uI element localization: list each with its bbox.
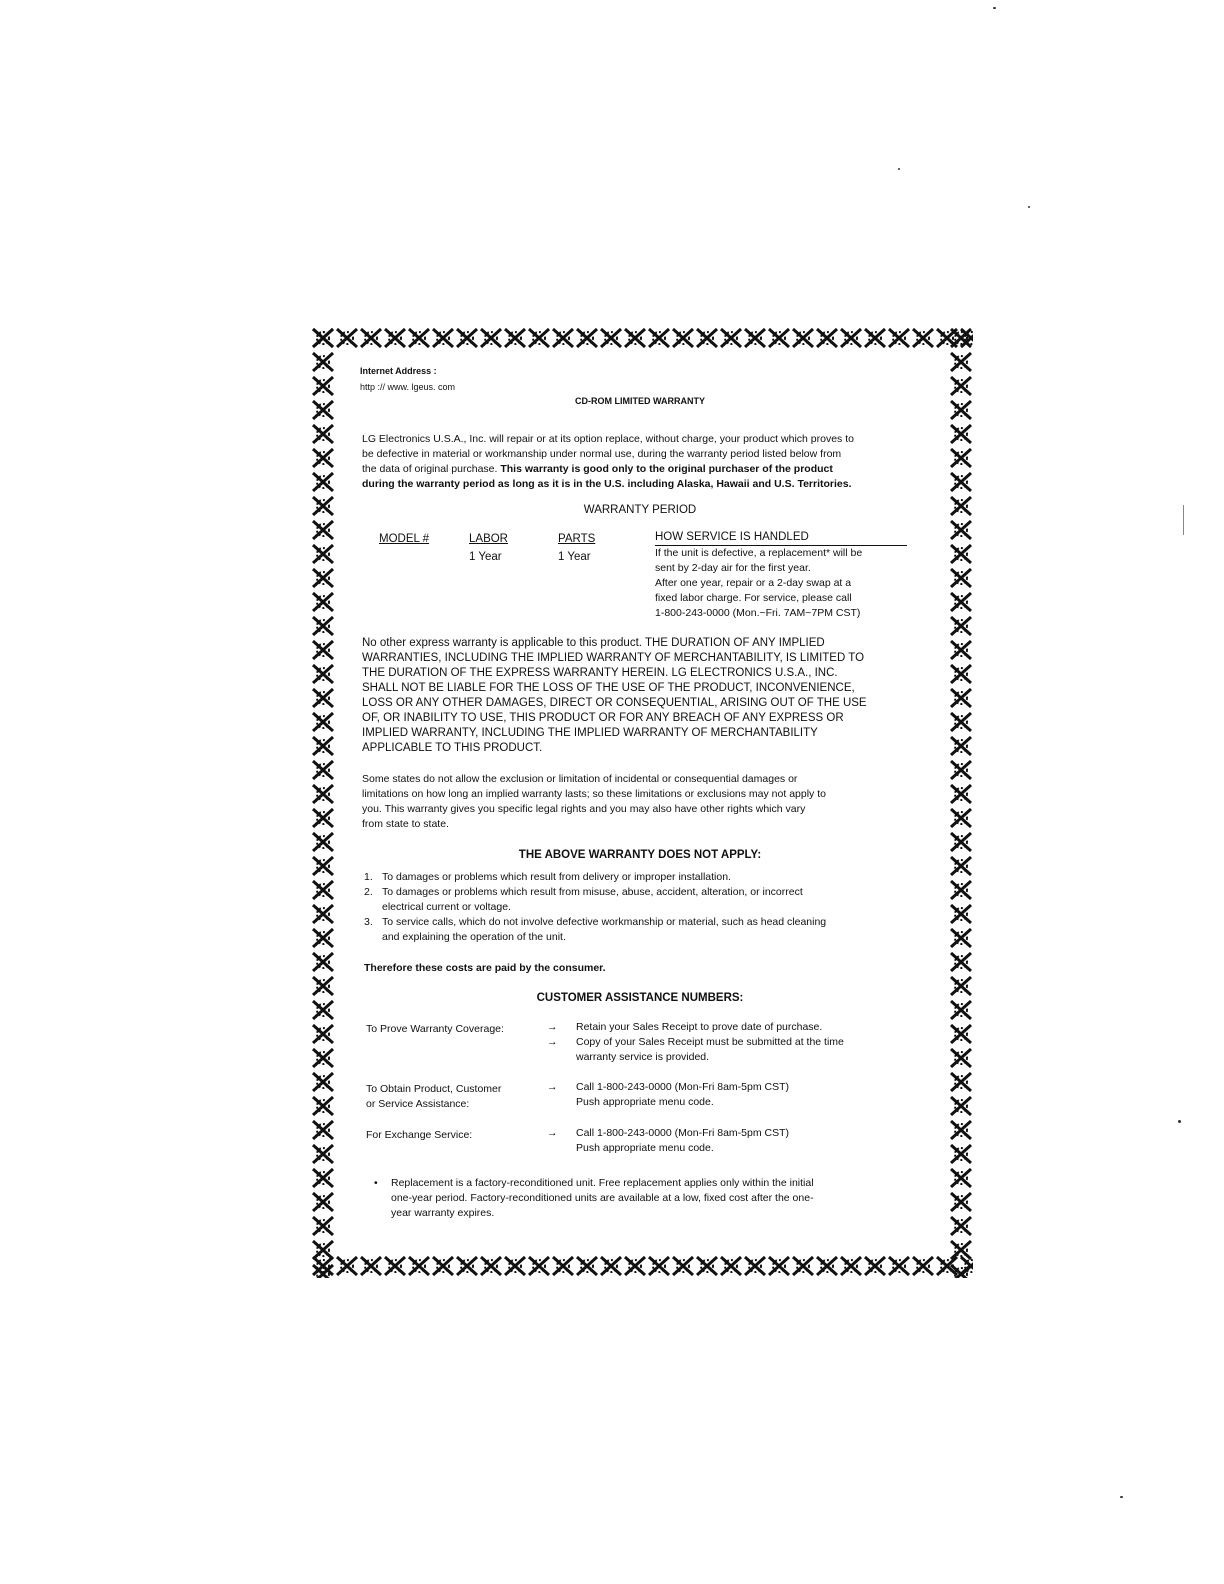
disclaimer-line: No other express warranty is applicable to this product. THE DURATION OF ANY IMPLIED: [362, 637, 825, 649]
intro-line: LG Electronics U.S.A., Inc. will repair or at its option replace, without charge, your product which proves to: [362, 433, 854, 445]
assistance-label: For Exchange Service:: [366, 1129, 473, 1141]
arrow-icon: →: [547, 1127, 558, 1139]
warranty-period-heading: WARRANTY PERIOD: [583, 504, 697, 516]
not-apply-num: 3.: [364, 916, 373, 928]
intro-line: be defective in material or workmanship under normal use, during the warranty period listed below from: [362, 448, 842, 460]
document-title: CD-ROM LIMITED WARRANTY: [575, 396, 705, 406]
assistance-entry: Call 1-800-243-0000 (Mon-Fri 8am-5pm CST): [576, 1127, 789, 1139]
not-apply-line: To damages or problems which result from delivery or improper installation.: [382, 871, 731, 883]
disclaimer-line: SHALL NOT BE LIABLE FOR THE LOSS OF THE USE OF THE PRODUCT, INCONVENIENCE,: [362, 682, 855, 694]
not-apply-heading: THE ABOVE WARRANTY DOES NOT APPLY:: [518, 849, 762, 861]
column-service: HOW SERVICE IS HANDLED: [655, 530, 907, 546]
column-model: MODEL #: [379, 533, 430, 545]
arrow-icon: →: [547, 1081, 558, 1093]
not-apply-line: To damages or problems which result from misuse, abuse, accident, alteration, or incorrect: [382, 886, 803, 898]
arrow-icon: →: [547, 1021, 558, 1033]
internet-address-label: Internet Address :: [360, 366, 437, 376]
states-line: from state to state.: [362, 818, 449, 830]
service-line: sent by 2-day air for the first year.: [655, 562, 811, 574]
not-apply-num: 2.: [364, 886, 373, 898]
assistance-entry: Push appropriate menu code.: [576, 1142, 714, 1154]
assistance-entry: Push appropriate menu code.: [576, 1096, 714, 1108]
states-line: limitations on how long an implied warranty lasts; so these limitations or exclusions may not apply to: [362, 788, 826, 800]
service-line: After one year, repair or a 2-day swap at a: [655, 577, 852, 589]
assistance-entry: Copy of your Sales Receipt must be submitted at the time: [576, 1036, 844, 1048]
states-line: Some states do not allow the exclusion or limitation of incidental or consequential damages or: [362, 773, 798, 785]
intro-line-normal: the data of original purchase.: [362, 463, 501, 475]
footnote-bullet: •: [374, 1177, 378, 1189]
assistance-entry: Call 1-800-243-0000 (Mon-Fri 8am-5pm CST): [576, 1081, 789, 1093]
footnote-line: year warranty expires.: [391, 1207, 495, 1219]
not-apply-line: electrical current or voltage.: [382, 901, 511, 913]
labor-value: 1 Year: [469, 551, 502, 563]
parts-value: 1 Year: [558, 551, 591, 563]
intro-line-bold: This warranty is good only to the original purchaser of the product: [500, 463, 833, 475]
assistance-heading: CUSTOMER ASSISTANCE NUMBERS:: [536, 992, 744, 1004]
service-line: 1-800-243-0000 (Mon.~Fri. 7AM~7PM CST): [655, 607, 861, 619]
disclaimer-line: OF, OR INABILITY TO USE, THIS PRODUCT OR FOR ANY BREACH OF ANY EXPRESS OR: [362, 712, 844, 724]
assistance-entry: Retain your Sales Receipt to prove date of purchase.: [576, 1021, 823, 1033]
footnote-line: one-year period. Factory-reconditioned units are available at a low, fixed cost after the one-: [391, 1192, 814, 1204]
assistance-entry: warranty service is provided.: [576, 1051, 710, 1063]
internet-address-url: http :// www. lgeus. com: [360, 382, 456, 392]
not-apply-line: To service calls, which do not involve defective workmanship or material, such as head cleaning: [382, 916, 827, 928]
service-line: fixed labor charge. For service, please call: [655, 592, 852, 604]
disclaimer-line: THE DURATION OF THE EXPRESS WARRANTY HEREIN. LG ELECTRONICS U.S.A., INC.: [362, 667, 838, 679]
assistance-label: or Service Assistance:: [366, 1098, 470, 1110]
assistance-label: To Obtain Product, Customer: [366, 1083, 502, 1095]
disclaimer-line: LOSS OR ANY OTHER DAMAGES, DIRECT OR CONSEQUENTIAL, ARISING OUT OF THE USE: [362, 697, 867, 709]
service-line: If the unit is defective, a replacement* will be: [655, 547, 863, 559]
assistance-label: To Prove Warranty Coverage:: [366, 1023, 504, 1035]
disclaimer-line: WARRANTIES, INCLUDING THE IMPLIED WARRANTY OF MERCHANTABILITY, IS LIMITED TO: [362, 652, 865, 664]
not-apply-line: and explaining the operation of the unit.: [382, 931, 566, 943]
arrow-icon: →: [547, 1036, 558, 1048]
intro-line: [362, 462, 833, 477]
disclaimer-line: IMPLIED WARRANTY, INCLUDING THE IMPLIED WARRANTY OF MERCHANTABILITY: [362, 727, 818, 739]
column-parts: PARTS: [558, 533, 596, 545]
footnote-line: Replacement is a factory-reconditioned unit. Free replacement applies only within the initial: [391, 1177, 814, 1189]
consumer-note: Therefore these costs are paid by the consumer.: [364, 962, 606, 974]
column-labor: LABOR: [469, 533, 508, 545]
intro-line: during the warranty period as long as it is in the U.S. including Alaska, Hawaii and U.S. Territories.: [362, 478, 852, 490]
disclaimer-line: APPLICABLE TO THIS PRODUCT.: [362, 742, 543, 754]
not-apply-num: 1.: [364, 871, 373, 883]
states-line: you. This warranty gives you specific legal rights and you may also have other rights which vary: [362, 803, 806, 815]
